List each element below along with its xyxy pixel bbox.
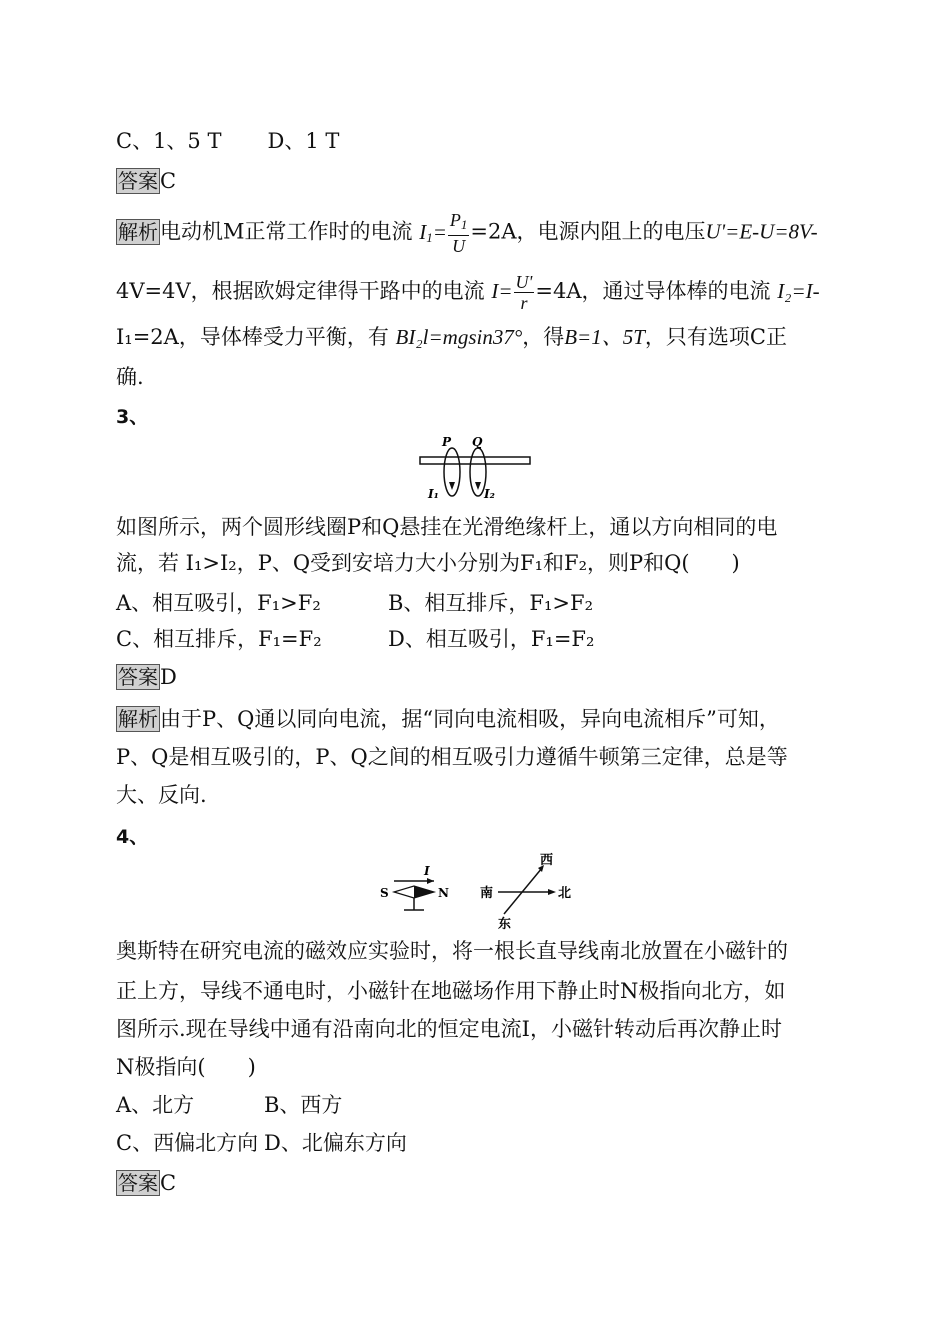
current-arrow-q	[475, 482, 481, 490]
q3-option-d: D、相互吸引，F₁=F₂	[388, 627, 595, 651]
q4-option-a: A、北方	[116, 1093, 195, 1117]
math-text: I	[419, 219, 427, 244]
text: 由于P、Q通以同向电流，据“同向电流相吸，异向电流相斥”可知，	[160, 707, 780, 731]
label-north: 北	[558, 886, 572, 901]
answer-value: C	[160, 169, 177, 193]
q4-stem-line-4: N极指向( )	[116, 1055, 256, 1079]
q2-option-c: C、1、5 T	[116, 129, 222, 153]
analysis-tag: 解析	[118, 219, 158, 244]
q3-analysis-line-1	[116, 704, 780, 734]
q2-options-cd	[116, 126, 339, 156]
text: ，只有选项C正	[644, 325, 787, 349]
current-arrow-p	[449, 482, 455, 490]
text: =2A，电源内阻上的电压	[470, 219, 706, 244]
text: ，得	[522, 325, 565, 349]
answer-value: D	[160, 665, 177, 689]
wire-current-arrow	[427, 878, 434, 884]
q3-answer	[116, 662, 177, 692]
answer-tag: 答案	[118, 1171, 158, 1195]
label-south: 南	[480, 886, 494, 901]
q3-analysis-line-2: P、Q是相互吸引的，P、Q之间的相互吸引力遵循牛顿第三定律，总是等	[116, 745, 788, 769]
text: 4V=4V，根据欧姆定律得干路中的电流	[116, 279, 485, 303]
math-text: I=	[491, 279, 513, 303]
frac-den: r	[520, 293, 528, 313]
label-n: N	[438, 886, 449, 900]
label-i: I	[424, 864, 430, 878]
math-text: BI₂l=mgsin37°	[395, 325, 523, 349]
label-p: P	[442, 435, 452, 449]
answer-value: C	[160, 1171, 177, 1195]
answer-tag: 答案	[118, 169, 158, 193]
math-text: B=1、5T	[564, 325, 645, 349]
frac-num: $P_1$	[448, 210, 470, 236]
q2-answer	[116, 166, 176, 196]
frac-den: U	[452, 236, 466, 256]
text: I₁=2A，导体棒受力平衡，有	[116, 325, 389, 349]
q4-stem-line-3: 图所示.现在导线中通有沿南向北的恒定电流I，小磁针转动后再次静止时	[116, 1017, 782, 1041]
q3-stem-line-1: 如图所示，两个圆形线圈P和Q悬挂在光滑绝缘杆上，通以方向相同的电	[116, 515, 778, 539]
q4-stem-line-2: 正上方，导线不通电时，小磁针在地磁场作用下静止时N极指向北方，如	[116, 979, 786, 1003]
north-arrow	[548, 889, 556, 895]
label-west: 西	[540, 853, 554, 868]
label-q: Q	[472, 435, 483, 449]
math-text: I₂=I-	[777, 279, 820, 303]
q4-option-d: D、北偏东方向	[264, 1131, 407, 1155]
east-west-axis	[504, 868, 542, 914]
q3-coil-figure	[412, 430, 536, 506]
q2-option-d: D、1 T	[267, 129, 340, 153]
q2-analysis-line-1	[116, 210, 818, 256]
math-i1: $I_1=$	[419, 219, 447, 245]
q3-option-a: A、相互吸引，F₁>F₂	[116, 591, 321, 615]
q4-option-c: C、西偏北方向	[116, 1131, 259, 1155]
frac-num-text: P	[449, 210, 461, 230]
fraction-p-over-u	[448, 210, 470, 256]
q2-analysis-line-4	[116, 362, 144, 392]
q3-analysis-line-3: 大、反向.	[116, 783, 207, 807]
text: 确.	[116, 365, 144, 389]
label-i2: I₂	[484, 487, 495, 501]
text: 电动机M正常工作时的电流	[160, 219, 413, 244]
text: =4A，通过导体棒的电流	[535, 279, 771, 303]
answer-tag: 答案	[118, 665, 158, 689]
q3-option-b: B、相互排斥，F₁>F₂	[388, 591, 594, 615]
q4-option-b: B、西方	[264, 1093, 343, 1117]
analysis-tag: 解析	[118, 707, 158, 731]
label-i1: I₁	[428, 487, 439, 501]
q4-stem-line-1: 奥斯特在研究电流的磁效应实验时，将一根长直导线南北放置在小磁针的	[116, 939, 788, 963]
q3-number: 3、	[116, 406, 149, 428]
label-s: S	[380, 886, 389, 900]
frac-num: U'	[515, 272, 533, 292]
fraction-u-over-r	[514, 272, 535, 313]
needle-north-half	[414, 886, 434, 898]
q4-compass-figure	[372, 852, 582, 932]
q2-analysis-line-2	[116, 272, 820, 313]
math-text: U'=E-U=8V-	[705, 219, 818, 244]
q2-analysis-line-3	[116, 322, 787, 352]
q4-number: 4、	[116, 826, 149, 848]
q3-stem-line-2: 流，若 I₁>I₂，P、Q受到安培力大小分别为F₁和F₂，则P和Q( )	[116, 551, 740, 575]
q4-answer	[116, 1168, 176, 1198]
insulating-rod	[420, 457, 530, 464]
q3-option-c: C、相互排斥，F₁=F₂	[116, 627, 322, 651]
label-east: 东	[498, 917, 512, 932]
